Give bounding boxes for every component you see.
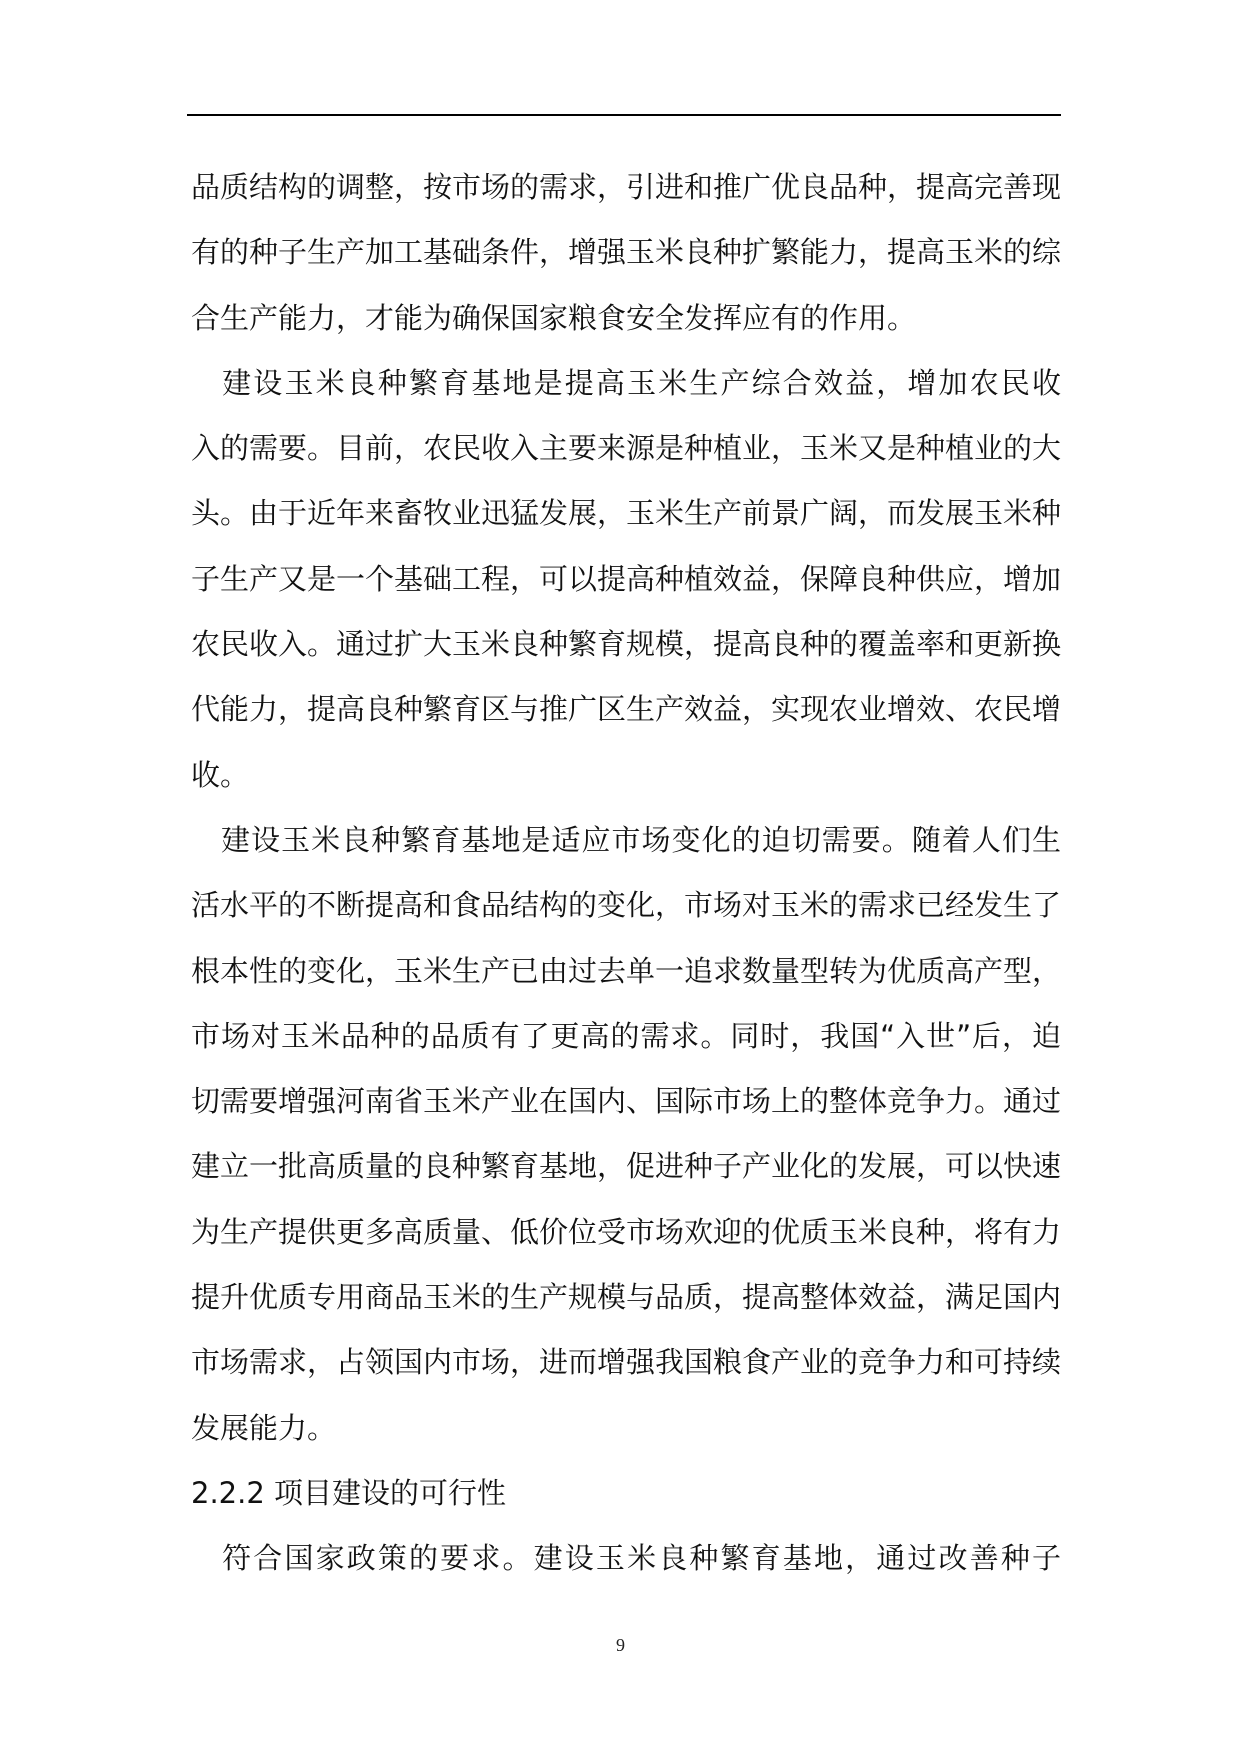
paragraph-2-line-5: 农民收入。通过扩大玉米良种繁育规模，提高良种的覆盖率和更新换 (191, 627, 1062, 662)
paragraph-3-line-2: 活水平的不断提高和食品结构的变化，市场对玉米的需求已经发生了 (191, 888, 1062, 923)
paragraph-3-line-3: 根本性的变化，玉米生产已由过去单一追求数量型转为优质高产型， (191, 953, 1062, 988)
closing-line: 符合国家政策的要求。建设玉米良种繁育基地，通过改善种子 (191, 1541, 1061, 1576)
paragraph-2-line-3: 头。由于近年来畜牧业迅猛发展，玉米生产前景广阔，而发展玉米种 (191, 496, 1062, 531)
paragraph-3-line-1: 建设玉米良种繁育基地是适应市场变化的迫切需要。随着人们生 (191, 822, 1061, 857)
body-text (191, 155, 1061, 1592)
paragraph-1-line-1: 品质结构的调整，按市场的需求，引进和推广优良品种，提高完善现 (191, 170, 1062, 204)
paragraph-2-line-1: 建设玉米良种繁育基地是提高玉米生产综合效益，增加农民收 (191, 365, 1061, 400)
paragraph-2-line-6: 代能力，提高良种繁育区与推广区生产效益，实现农业增效、农民增 (191, 692, 1062, 727)
paragraph-3-line-4: 市场对玉米品种的品质有了更高的需求。同时，我国“入世”后，迫 (191, 1018, 1061, 1053)
paragraph-3-line-7: 为生产提供更多高质量、低价位受市场欢迎的优质玉米良种，将有力 (191, 1214, 1062, 1249)
paragraph-3-line-8: 提升优质专用商品玉米的生产规模与品质，提高整体效益，满足国内 (191, 1280, 1062, 1315)
paragraph-2-line-4: 子生产又是一个基础工程，可以提高种植效益，保障良种供应，增加 (191, 561, 1062, 596)
paragraph-3-line-9: 市场需求，占领国内市场，进而增强我国粮食产业的竞争力和可持续 (191, 1345, 1062, 1380)
paragraph-2-line-2: 入的需要。目前，农民收入主要来源是种植业，玉米又是种植业的大 (191, 431, 1062, 466)
paragraph-1-line-3: 合生产能力，才能为确保国家粮食安全发挥应有的作用。 (191, 300, 917, 335)
paragraph-2-line-7: 收。 (191, 757, 250, 792)
paragraph-3-line-5: 切需要增强河南省玉米产业在国内、国际市场上的整体竞争力。通过 (191, 1084, 1062, 1119)
header-rule (187, 114, 1061, 116)
section-heading: 2.2.2 项目建设的可行性 (191, 1475, 507, 1510)
paragraph-3-line-10: 发展能力。 (191, 1410, 337, 1445)
page-number: 9 (616, 1635, 625, 1655)
paragraph-1-line-2: 有的种子生产加工基础条件，增强玉米良种扩繁能力，提高玉米的综 (191, 235, 1062, 270)
paragraph-3-line-6: 建立一批高质量的良种繁育基地，促进种子产业化的发展，可以快速 (191, 1149, 1062, 1184)
